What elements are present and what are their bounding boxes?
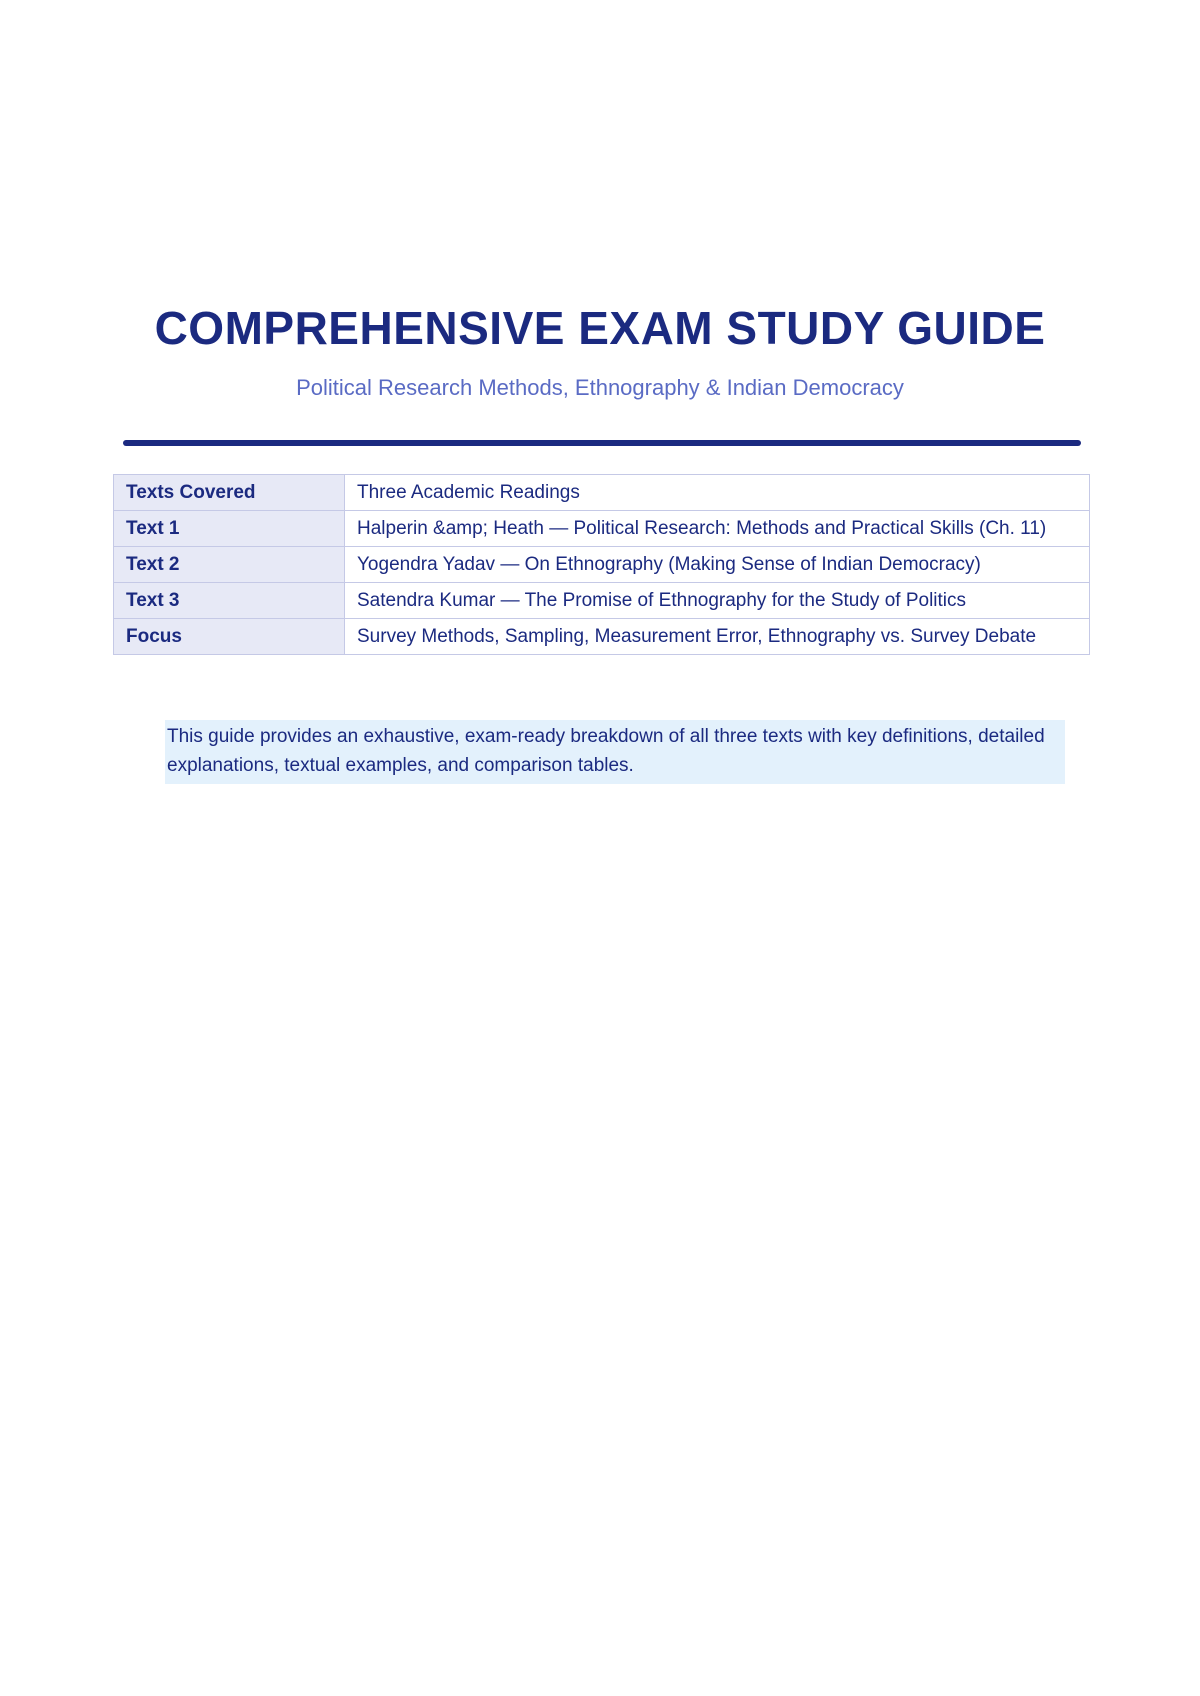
row-value: Satendra Kumar — The Promise of Ethnography for the Study of Politics (345, 583, 1090, 619)
row-label: Texts Covered (114, 475, 345, 511)
document-title: COMPREHENSIVE EXAM STUDY GUIDE (154, 302, 1046, 354)
texts-info-table (113, 474, 1090, 655)
table-row (114, 583, 1090, 619)
row-value: Halperin &amp; Heath — Political Research: Methods and Practical Skills (Ch. 11) (345, 511, 1090, 547)
document-subtitle: Political Research Methods, Ethnography & Indian Democracy (296, 375, 904, 400)
row-label: Text 2 (114, 547, 345, 583)
table-row (114, 511, 1090, 547)
table-row (114, 619, 1090, 655)
table-row (114, 547, 1090, 583)
row-value: Yogendra Yadav — On Ethnography (Making Sense of Indian Democracy) (345, 547, 1090, 583)
table-row (114, 475, 1090, 511)
row-value: Three Academic Readings (345, 475, 1090, 511)
title-divider (123, 440, 1081, 446)
row-label: Text 3 (114, 583, 345, 619)
row-value: Survey Methods, Sampling, Measurement Error, Ethnography vs. Survey Debate (345, 619, 1090, 655)
intro-note: This guide provides an exhaustive, exam-ready breakdown of all three texts with key definitions, detailed explanations, textual examples, and comparison tables. (165, 720, 1065, 784)
row-label: Text 1 (114, 511, 345, 547)
row-label: Focus (114, 619, 345, 655)
